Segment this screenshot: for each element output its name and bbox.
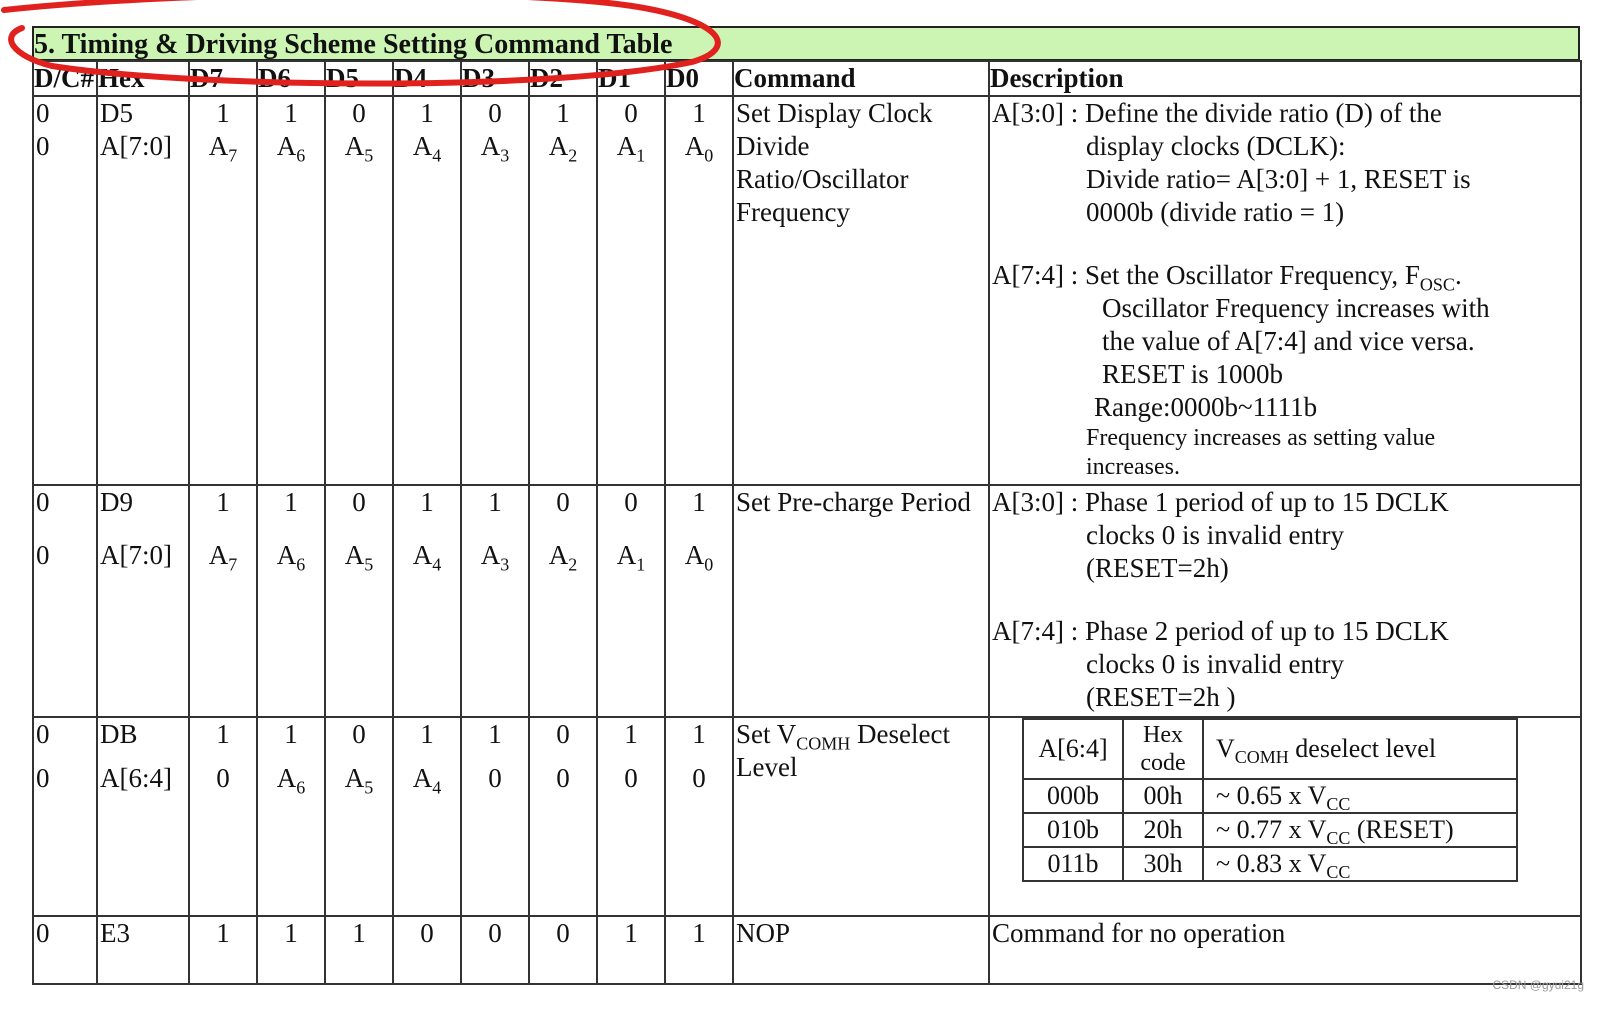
bit-sub-a1: $A_1$	[616, 131, 646, 166]
bit-value: 1	[692, 98, 706, 128]
bit-value: 0	[556, 763, 570, 793]
hex-value: D9	[100, 487, 133, 517]
bit-sub-a5: $A_5$	[344, 131, 374, 166]
bit-value: 1	[624, 918, 638, 948]
watermark: CSDN @gyui21g	[1492, 978, 1584, 992]
bit-d4	[393, 717, 461, 916]
bit-sub-a7: $A_7$	[208, 131, 238, 166]
vcomh-row	[1023, 813, 1517, 847]
header-d0: D0	[665, 61, 733, 96]
header-d3: D3	[461, 61, 529, 96]
hex-cell	[97, 916, 189, 984]
bit-value: 0	[216, 763, 230, 793]
bit-sub-a5: $A_5$	[344, 540, 374, 575]
vcomh-level: ~ 0.65 x $V_{CC}$	[1203, 779, 1517, 813]
bit-d1	[597, 96, 665, 485]
command-cell	[733, 485, 989, 717]
desc-line-fosc: A[7:4] : Set the Oscillator Frequency, $F_{OSC}$.	[992, 260, 1462, 295]
description-cell	[989, 916, 1581, 984]
header-dc: D/C#	[33, 61, 97, 96]
bit-value: 0	[556, 487, 570, 517]
table-row-e3	[33, 916, 1581, 984]
bit-d1	[597, 485, 665, 717]
bit-value: 1	[488, 719, 502, 749]
hex-value: E3	[100, 918, 130, 948]
command-cell	[733, 96, 989, 485]
desc-line: Command for no operation	[992, 918, 1286, 948]
bit-value: 0	[488, 763, 502, 793]
bit-d6	[257, 96, 325, 485]
bit-d6	[257, 485, 325, 717]
vcomh-level: ~ 0.83 x $V_{CC}$	[1203, 847, 1517, 881]
bit-d7	[189, 485, 257, 717]
command-table	[32, 60, 1582, 985]
vcomh-header-hex: Hex code	[1123, 719, 1203, 779]
bit-value: 0	[420, 918, 434, 948]
command-line: Divide	[736, 131, 810, 161]
table-title: 5. Timing & Driving Scheme Setting Command Table	[34, 29, 673, 60]
bit-value: 0	[352, 719, 366, 749]
bit-d2	[529, 916, 597, 984]
vcomh-header-level: $V_{COMH}$ deselect level	[1203, 719, 1517, 779]
bit-d5	[325, 485, 393, 717]
command-line: Ratio/Oscillator	[736, 164, 909, 194]
bit-d6	[257, 916, 325, 984]
desc-line: the value of A[7:4] and vice versa.	[1102, 326, 1475, 356]
bit-sub-a0: $A_0$	[684, 540, 714, 575]
bit-value: 1	[624, 719, 638, 749]
bit-d6	[257, 717, 325, 916]
vcomh-header-row	[1023, 719, 1517, 779]
bit-sub-a6: $A_6$	[276, 763, 306, 798]
dc-value: 0	[36, 918, 50, 948]
bit-d1	[597, 916, 665, 984]
bit-value: 0	[624, 98, 638, 128]
bit-d4	[393, 916, 461, 984]
dc-cell	[33, 717, 97, 916]
bit-value: 1	[420, 719, 434, 749]
bit-value: 1	[216, 98, 230, 128]
desc-line: RESET is 1000b	[1102, 359, 1284, 389]
bit-sub-a2: $A_2$	[548, 131, 578, 166]
bit-d3	[461, 485, 529, 717]
command-cell	[733, 916, 989, 984]
command-line: Set Pre-charge Period	[736, 487, 971, 517]
bit-value: 1	[216, 487, 230, 517]
command-line: Set Display Clock	[736, 98, 933, 128]
vcomh-row	[1023, 779, 1517, 813]
hex-value: A[7:0]	[100, 131, 172, 161]
command-line: Frequency	[736, 197, 850, 227]
desc-line: display clocks (DCLK):	[1086, 131, 1346, 161]
bit-value: 1	[352, 918, 366, 948]
header-d4: D4	[393, 61, 461, 96]
bit-value: 1	[284, 98, 298, 128]
bit-d7	[189, 916, 257, 984]
header-row	[33, 61, 1581, 96]
header-d7: D7	[189, 61, 257, 96]
bit-value: 1	[216, 918, 230, 948]
header-d1: D1	[597, 61, 665, 96]
bit-value: 1	[556, 98, 570, 128]
bit-sub-a1: $A_1$	[616, 540, 646, 575]
hex-cell	[97, 485, 189, 717]
description-cell	[989, 96, 1581, 485]
bit-value: 1	[692, 487, 706, 517]
bit-sub-a6: $A_6$	[276, 131, 306, 166]
hex-cell	[97, 96, 189, 485]
description-cell	[989, 717, 1581, 916]
bit-d4	[393, 485, 461, 717]
bit-d3	[461, 916, 529, 984]
bit-sub-a6: $A_6$	[276, 540, 306, 575]
bit-value: 0	[556, 719, 570, 749]
bit-sub-a5: $A_5$	[344, 763, 374, 798]
command-line-vcomh: Set $V_{COMH}$ Deselect	[736, 719, 950, 754]
dc-value: 0	[36, 131, 50, 161]
command-table-sheet	[32, 26, 1580, 985]
desc-line: clocks 0 is invalid entry	[1086, 649, 1344, 679]
table-row-db	[33, 717, 1581, 916]
bit-sub-a4: $A_4$	[412, 763, 442, 798]
description-cell	[989, 485, 1581, 717]
vcomh-hex: 00h	[1123, 779, 1203, 813]
desc-line: Frequency increases as setting value	[1086, 425, 1436, 451]
header-d5: D5	[325, 61, 393, 96]
bit-d7	[189, 96, 257, 485]
bit-value: 1	[284, 719, 298, 749]
vcomh-hex: 20h	[1123, 813, 1203, 847]
bit-sub-a3: $A_3$	[480, 540, 510, 575]
bit-value: 1	[216, 719, 230, 749]
command-cell	[733, 717, 989, 916]
bit-sub-a7: $A_7$	[208, 540, 238, 575]
bit-value: 0	[488, 98, 502, 128]
bit-sub-a4: $A_4$	[412, 131, 442, 166]
bit-value: 1	[692, 719, 706, 749]
desc-line: Oscillator Frequency increases with	[1102, 293, 1490, 323]
bit-value: 1	[692, 918, 706, 948]
bit-d1	[597, 717, 665, 916]
dc-cell	[33, 96, 97, 485]
hex-value: D5	[100, 98, 133, 128]
bit-value: 0	[352, 98, 366, 128]
bit-sub-a0: $A_0$	[684, 131, 714, 166]
bit-d0	[665, 485, 733, 717]
dc-value: 0	[36, 763, 50, 793]
header-d6: D6	[257, 61, 325, 96]
bit-d0	[665, 916, 733, 984]
desc-line: Divide ratio= A[3:0] + 1, RESET is	[1086, 164, 1471, 194]
bit-value: 0	[556, 918, 570, 948]
hex-value: A[7:0]	[100, 540, 172, 570]
bit-value: 1	[284, 918, 298, 948]
bit-d3	[461, 717, 529, 916]
bit-value: 0	[692, 763, 706, 793]
dc-value: 0	[36, 98, 50, 128]
command-line: Level	[736, 752, 798, 782]
bit-d3	[461, 96, 529, 485]
bit-value: 0	[488, 918, 502, 948]
table-row-d5	[33, 96, 1581, 485]
hex-cell	[97, 717, 189, 916]
hex-value: DB	[100, 719, 138, 749]
desc-line: clocks 0 is invalid entry	[1086, 520, 1344, 550]
bit-value: 1	[420, 487, 434, 517]
vcomh-hex: 30h	[1123, 847, 1203, 881]
bit-d7	[189, 717, 257, 916]
bit-d2	[529, 96, 597, 485]
bit-value: 0	[624, 763, 638, 793]
bit-d0	[665, 717, 733, 916]
bit-d5	[325, 96, 393, 485]
header-command: Command	[733, 61, 989, 96]
hex-value: A[6:4]	[100, 763, 172, 793]
bit-d4	[393, 96, 461, 485]
dc-value: 0	[36, 719, 50, 749]
bit-d5	[325, 916, 393, 984]
desc-line: increases.	[1086, 454, 1180, 480]
vcomh-level: ~ 0.77 x $V_{CC}$ (RESET)	[1203, 813, 1517, 847]
desc-line: 0000b (divide ratio = 1)	[1086, 197, 1345, 227]
vcomh-a64: 011b	[1023, 847, 1123, 881]
header-hex: Hex	[97, 61, 189, 96]
desc-line: (RESET=2h)	[1086, 553, 1229, 583]
vcomh-a64: 000b	[1023, 779, 1123, 813]
bit-value: 1	[284, 487, 298, 517]
vcomh-row	[1023, 847, 1517, 881]
dc-value: 0	[36, 540, 50, 570]
desc-line: A[3:0] : Define the divide ratio (D) of the	[992, 98, 1442, 128]
bit-sub-a3: $A_3$	[480, 131, 510, 166]
desc-line: A[7:4] : Phase 2 period of up to 15 DCLK	[992, 616, 1449, 646]
bit-value: 0	[352, 487, 366, 517]
dc-cell	[33, 916, 97, 984]
bit-d0	[665, 96, 733, 485]
bit-d2	[529, 485, 597, 717]
desc-line: A[3:0] : Phase 1 period of up to 15 DCLK	[992, 487, 1449, 517]
vcomh-header-a64: A[6:4]	[1023, 719, 1123, 779]
bit-sub-a2: $A_2$	[548, 540, 578, 575]
bit-value: 1	[420, 98, 434, 128]
desc-line: (RESET=2h )	[1086, 682, 1236, 712]
table-row-d9	[33, 485, 1581, 717]
vcomh-a64: 010b	[1023, 813, 1123, 847]
bit-d2	[529, 717, 597, 916]
vcomh-table	[1022, 718, 1518, 882]
dc-cell	[33, 485, 97, 717]
table-title-bar	[32, 26, 1580, 60]
header-d2: D2	[529, 61, 597, 96]
bit-d5	[325, 717, 393, 916]
header-description: Description	[989, 61, 1581, 96]
bit-sub-a4: $A_4$	[412, 540, 442, 575]
bit-value: 1	[488, 487, 502, 517]
dc-value: 0	[36, 487, 50, 517]
bit-value: 0	[624, 487, 638, 517]
command-line: NOP	[736, 918, 791, 948]
desc-line: Range:0000b~1111b	[1094, 392, 1318, 422]
